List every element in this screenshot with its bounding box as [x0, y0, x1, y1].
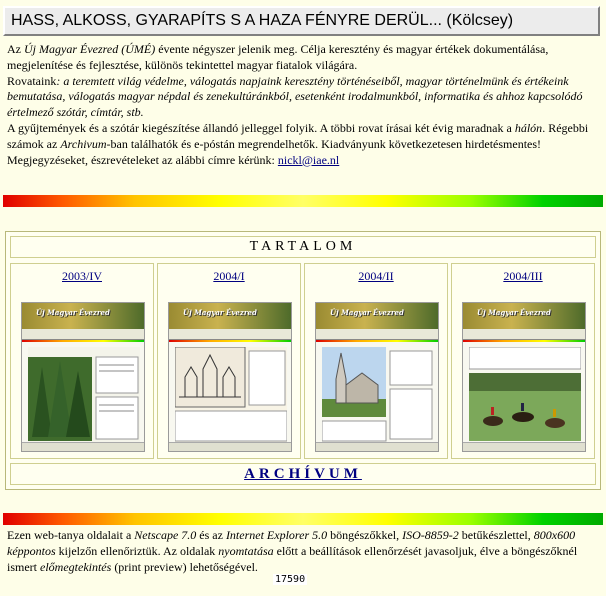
- contents-title: TARTALOM: [10, 236, 596, 258]
- issue-link-2004-i[interactable]: 2004/I: [213, 269, 245, 283]
- sections-list: : a teremtett világ védelme, válogatás napjaink keresztény történéseiből, magyar történelmünk és értékeink bemutatása, válogatás magyar népdal és zenekultúránkból, esetenként irodalmunkból, informatika és ahhoz kapcsolódó értelmező szótár, címtár, stb.: [7, 73, 583, 120]
- intro-paragraph-archive: A gyűjtemények és a szótár kiegészítése állandó jelleggel folyik. A többi rovat írásai két évig maradnak a hálón. Régebbi számok az Archivum-ban találhatók és e-póstán megrendelhetők. Kiadványunk következetesen hirdetésmentes! Megjegyzéseket, észrevételeket az alábbi címre kérünk: nickl@iae.nl: [7, 120, 589, 167]
- issue-cell-2004-i: [157, 263, 301, 459]
- cover-masthead: Új Magyar Évezred: [330, 308, 404, 317]
- cover-masthead: Új Magyar Évezred: [36, 308, 110, 317]
- magazine-abbr: (ÚMÉ): [121, 42, 156, 56]
- issue-cover-2003-iv[interactable]: [21, 302, 145, 452]
- footer-note: [7, 528, 599, 575]
- castle-drawing: [175, 347, 287, 443]
- horse-riders-photo: [469, 347, 581, 443]
- email-link[interactable]: nickl@iae.nl: [277, 152, 340, 167]
- church-photo: [322, 347, 434, 443]
- visitor-counter: 17590: [275, 574, 306, 585]
- issue-link-2004-ii[interactable]: 2004/II: [358, 269, 394, 283]
- issue-cell-2004-iii: [451, 263, 595, 459]
- rainbow-divider-top: [3, 195, 603, 207]
- issue-cover-2004-iii[interactable]: [462, 302, 586, 452]
- intro-paragraph-about: Az Új Magyar Évezred (ÚMÉ) évente négyszer jelenik meg. Célja keresztény és magyar értékek dokumentálása, megjelenítése és fejlesztése, különös tekintettel magyar fiatalok világára.: [7, 42, 549, 72]
- rainbow-divider-bottom: [3, 513, 603, 525]
- issue-link-2004-iii[interactable]: 2004/III: [503, 269, 543, 283]
- issue-cover-2004-ii[interactable]: [315, 302, 439, 452]
- page-banner: [3, 6, 600, 36]
- issue-link-2003-iv[interactable]: 2003/IV: [62, 269, 102, 283]
- intro-text: [7, 42, 599, 168]
- archive-link-cell: [10, 463, 596, 485]
- cover-masthead: Új Magyar Évezred: [183, 308, 257, 317]
- contents-panel: [5, 231, 601, 490]
- sections-label: Rovataink: [7, 73, 57, 88]
- archive-link[interactable]: ARCHÍVUM: [244, 466, 362, 482]
- issue-cell-2003-iv: [10, 263, 154, 459]
- issue-cover-2004-i[interactable]: [168, 302, 292, 452]
- cover-masthead: Új Magyar Évezred: [477, 308, 551, 317]
- issue-cell-2004-ii: [304, 263, 448, 459]
- banner-title: HASS, ALKOSS, GYARAPÍTS S A HAZA FÉNYRE DERÜL... (Kölcsey): [11, 12, 514, 29]
- magazine-name: Új Magyar Évezred: [24, 42, 119, 56]
- intro-paragraph-sections: [7, 74, 599, 121]
- forest-photo: [28, 347, 140, 443]
- browser-compatibility-note: Ezen web-tanya oldalait a Netscape 7.0 és az Internet Explorer 5.0 böngészőkkel, ISO-8859-2 betűkészlettel, 800x600 képpontos kijelzőn ellenőriztük. Az oldalak nyomtatása előtt a beállítások ellenőrzését javasoljuk, élve a böngészőknél ismert előmegtekintés (print preview) lehetőségével.: [7, 528, 578, 574]
